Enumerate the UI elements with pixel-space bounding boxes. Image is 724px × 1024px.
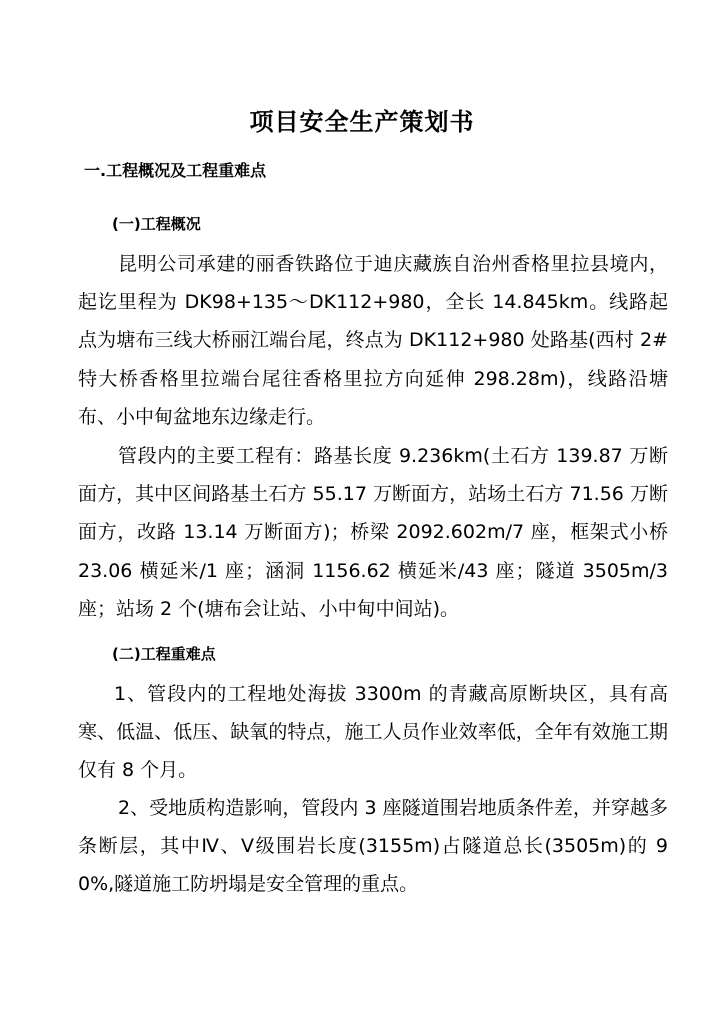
paragraph-location: 昆明公司承建的丽香铁路位于迪庆藏族自治州香格里拉县境内，起讫里程为 DK98+135～DK112+980，全长 14.845km。线路起点为塘布三线大桥丽江端台尾，终点为 DK112+980 处路基(西村 2#特大桥香格里拉端台尾往香格里拉方向延伸 298.28m)，线路沿塘布、小中甸盆地东边缘走行。: [78, 253, 668, 428]
section-heading-overview: 一.工程概况及工程重难点: [84, 161, 267, 180]
paragraph-main-works: 管段内的主要工程有：路基长度 9.236km(土石方 139.87 万断面方，其中区间路基土石方 55.17 万断面方，站场土石方 71.56 万断面方，改路 13.14 万断面方)；桥梁 2092.602m/7 座，框架式小桥 23.06 横延米/1 座；涵洞 1156.62 横延米/43 座；隧道 3505m/3 座；站场 2 个(塘布会让站、小中甸中间站)。: [78, 445, 668, 620]
paragraph-difficulty-1: 1、管段内的工程地处海拔 3300m 的青藏高原断块区，具有高寒、低温、低压、缺氧的特点，施工人员作业效率低，全年有效施工期仅有 8 个月。: [78, 683, 668, 782]
paragraph-difficulty-2: 2、受地质构造影响，管段内 3 座隧道围岩地质条件差，并穿越多条断层，其中Ⅳ、Ⅴ级围岩长度(3155m)占隧道总长(3505m)的 90%,隧道施工防坍塌是安全管理的重点。: [78, 797, 668, 896]
subsection-heading-overview: (一)工程概况: [112, 215, 201, 233]
document-title: 项目安全生产策划书: [249, 108, 475, 136]
subsection-heading-difficulties: (二)工程重难点: [112, 645, 216, 663]
